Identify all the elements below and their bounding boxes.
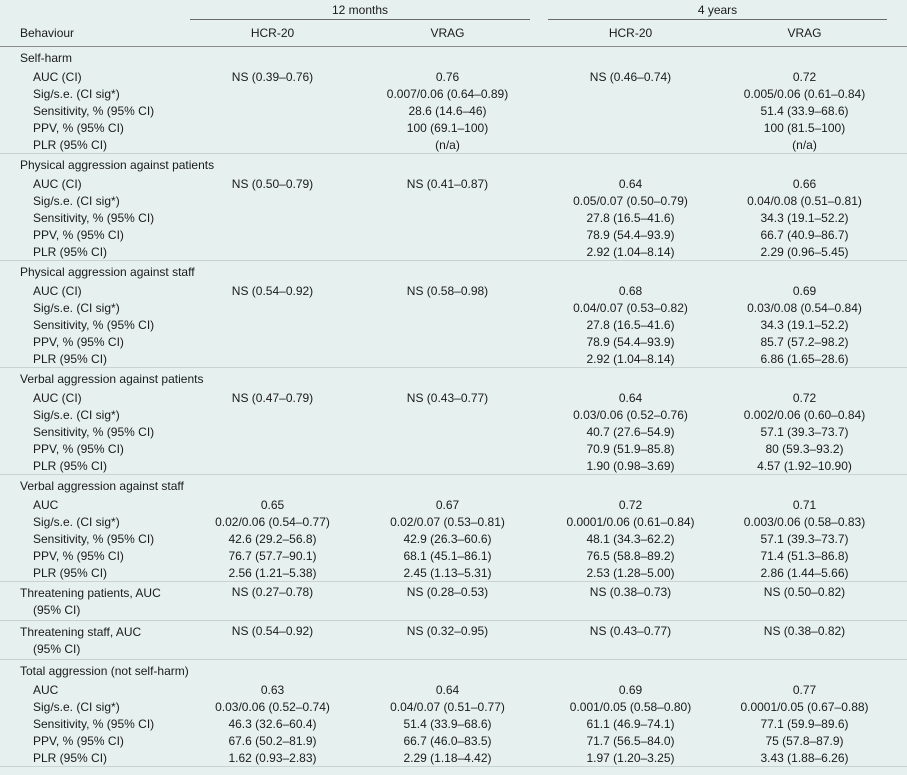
table-row: [0, 175, 907, 192]
table-cell: 48.1 (34.3–62.2): [586, 531, 675, 546]
section-block: [0, 475, 907, 582]
table-cell: 3.43 (1.88–6.26): [760, 750, 849, 765]
table-cell: 0.69: [792, 283, 817, 298]
table-cell: NS (0.47–0.79): [231, 390, 314, 405]
table-cell: NS (0.32–0.95): [406, 624, 489, 638]
row-label: Sig/s.e. (CI sig*): [33, 514, 120, 529]
section-block: [0, 368, 907, 475]
column-header-hcr20-4y: HCR-20: [608, 26, 653, 40]
table-cell: 0.64: [435, 682, 460, 697]
table-cell: [190, 423, 355, 440]
table-cell: 0.72: [618, 497, 643, 512]
table-row: [0, 299, 907, 316]
table-cell: 100 (69.1–100): [406, 120, 489, 135]
row-label: Sig/s.e. (CI sig*): [33, 407, 120, 422]
table-cell: 0.64: [618, 176, 643, 191]
table-row: [0, 457, 907, 474]
table-cell: 42.6 (29.2–56.8): [228, 531, 317, 546]
table-cell: 1.97 (1.20–3.25): [586, 750, 675, 765]
table-cell: NS (0.43–0.77): [406, 390, 489, 405]
table-cell: [190, 102, 355, 119]
table-row: [0, 102, 907, 119]
table-cell: 70.9 (51.9–85.8): [586, 441, 675, 456]
table-cell: 0.66: [792, 176, 817, 191]
table-row: [0, 749, 907, 766]
table-cell: 80 (59.3–93.2): [765, 441, 844, 456]
column-header-hcr20-12m: HCR-20: [250, 26, 295, 40]
row-label: AUC (CI): [33, 283, 82, 298]
row-label: Sig/s.e. (CI sig*): [33, 300, 120, 315]
table-cell: 2.92 (1.04–8.14): [586, 244, 675, 259]
table-cell: [548, 119, 713, 136]
row-label: Sig/s.e. (CI sig*): [33, 699, 120, 714]
table-cell: NS (0.54–0.92): [231, 283, 314, 298]
section-title-row: [0, 475, 907, 496]
table-cell: [190, 350, 355, 367]
table-cell: 40.7 (27.6–54.9): [586, 424, 675, 439]
table-cell: [190, 316, 355, 333]
table-row: [0, 85, 907, 102]
table-cell: 0.0001/0.05 (0.67–0.88): [740, 699, 869, 714]
table-cell: 27.8 (16.5–41.6): [586, 210, 675, 225]
table-cell: [190, 243, 355, 260]
section-title-row: [0, 261, 907, 282]
table-cell: [365, 457, 530, 474]
table-row: [0, 406, 907, 423]
table-cell: [190, 457, 355, 474]
table-cell: 2.29 (1.18–4.42): [403, 750, 492, 765]
table-cell: 78.9 (54.4–93.9): [586, 227, 675, 242]
table-cell: [548, 85, 713, 102]
table-row: [0, 333, 907, 350]
section-title: Self-harm: [20, 50, 73, 65]
table-cell: 0.001/0.05 (0.58–0.80): [569, 699, 692, 714]
section-block: [0, 47, 907, 154]
table-cell: [190, 299, 355, 316]
table-cell: [365, 192, 530, 209]
table-cell: 2.92 (1.04–8.14): [586, 351, 675, 366]
row-label: PLR (95% CI): [33, 565, 108, 580]
table-cell: 0.76: [435, 69, 460, 84]
column-header-row: [0, 20, 907, 47]
table-cell: [365, 299, 530, 316]
table-cell: 0.77: [792, 682, 817, 697]
table-row: [0, 440, 907, 457]
row-label: Sensitivity, % (95% CI): [33, 424, 155, 439]
group-header-row: [0, 0, 907, 20]
table-cell: (n/a): [435, 137, 460, 152]
table-cell: [548, 136, 713, 153]
table-cell: 34.3 (19.1–52.2): [760, 210, 849, 225]
row-label: PLR (95% CI): [33, 244, 108, 259]
row-label: AUC (CI): [33, 176, 82, 191]
section-title-row: [0, 660, 907, 681]
table-cell: 67.6 (50.2–81.9): [228, 733, 317, 748]
table-cell: 1.90 (0.98–3.69): [586, 458, 675, 473]
row-label: Sensitivity, % (95% CI): [33, 103, 155, 118]
table-cell: [190, 192, 355, 209]
table-cell: 2.45 (1.13–5.31): [403, 565, 492, 580]
table-cell: [365, 350, 530, 367]
table-row: [0, 530, 907, 547]
table-cell: 0.72: [792, 69, 817, 84]
table-cell: [190, 85, 355, 102]
row-label: PLR (95% CI): [33, 458, 108, 473]
table-cell: NS (0.38–0.73): [589, 585, 672, 599]
table-cell: [365, 226, 530, 243]
table-row: [0, 715, 907, 732]
table-cell: 28.6 (14.6–46): [408, 103, 487, 118]
table-cell: [365, 316, 530, 333]
table-row: [0, 564, 907, 581]
table-cell: 0.72: [792, 390, 817, 405]
table-cell: 71.7 (56.5–84.0): [586, 733, 675, 748]
row-label-line1: Threatening staff, AUC: [20, 625, 142, 639]
table-cell: 0.04/0.07 (0.53–0.82): [573, 300, 688, 315]
table-row: [0, 732, 907, 749]
table-cell: 0.04/0.07 (0.51–0.77): [390, 699, 505, 714]
table-cell: [190, 209, 355, 226]
row-label: PPV, % (95% CI): [33, 227, 124, 242]
table-row: [0, 423, 907, 440]
table-cell: NS (0.38–0.82): [763, 624, 846, 638]
table-row: [0, 226, 907, 243]
table-cell: [365, 406, 530, 423]
table-cell: NS (0.39–0.76): [231, 69, 314, 84]
table-cell: 2.53 (1.28–5.00): [586, 565, 675, 580]
table-cell: NS (0.50–0.82): [763, 585, 846, 599]
row-label: Sensitivity, % (95% CI): [33, 317, 155, 332]
table-cell: 51.4 (33.9–68.6): [760, 103, 849, 118]
table-cell: 4.57 (1.92–10.90): [757, 458, 852, 473]
table-cell: 66.7 (46.0–83.5): [403, 733, 492, 748]
table-row: [0, 119, 907, 136]
table-cell: 34.3 (19.1–52.2): [760, 317, 849, 332]
table-row: [0, 282, 907, 299]
row-label-line1: Threatening patients, AUC: [20, 586, 161, 600]
table-row: [0, 316, 907, 333]
row-label: Sig/s.e. (CI sig*): [33, 86, 120, 101]
table-cell: 75 (57.8–87.9): [765, 733, 844, 748]
row-label: PLR (95% CI): [33, 351, 108, 366]
table-cell: NS (0.58–0.98): [406, 283, 489, 298]
table-row: [0, 496, 907, 513]
table-cell: 0.04/0.08 (0.51–0.81): [747, 193, 862, 208]
table-cell: NS (0.54–0.92): [231, 624, 314, 638]
table-cell: 68.1 (45.1–86.1): [403, 548, 492, 563]
table-cell: 42.9 (26.3–60.6): [403, 531, 492, 546]
row-label: PPV, % (95% CI): [33, 733, 124, 748]
section-block: [0, 261, 907, 368]
table-cell: 0.005/0.06 (0.61–0.84): [743, 86, 866, 101]
table-cell: NS (0.46–0.74): [589, 69, 672, 84]
row-label: AUC: [33, 682, 59, 697]
section-title: Total aggression (not self-harm): [20, 663, 189, 678]
row-label: AUC: [33, 497, 59, 512]
table-cell: 78.9 (54.4–93.9): [586, 334, 675, 349]
table-cell: 100 (81.5–100): [763, 120, 846, 135]
section-title-row: [0, 154, 907, 175]
section-title: Verbal aggression against staff: [20, 478, 184, 493]
row-label: Sensitivity, % (95% CI): [33, 716, 155, 731]
table-cell: 51.4 (33.9–68.6): [403, 716, 492, 731]
row-label: Sig/s.e. (CI sig*): [33, 193, 120, 208]
row-label-line2: (95% CI): [33, 642, 81, 656]
column-header-behaviour: Behaviour: [20, 26, 75, 40]
table-cell: [190, 119, 355, 136]
table-cell: 0.007/0.06 (0.64–0.89): [386, 86, 509, 101]
table-cell: NS (0.41–0.87): [406, 176, 489, 191]
table-cell: 85.7 (57.2–98.2): [760, 334, 849, 349]
table-cell: [365, 423, 530, 440]
row-label: AUC (CI): [33, 69, 82, 84]
table-cell: 0.67: [435, 497, 460, 512]
row-label: [20, 621, 141, 662]
table-cell: 0.71: [792, 497, 817, 512]
table-cell: 2.56 (1.21–5.38): [228, 565, 317, 580]
table-cell: [365, 243, 530, 260]
row-label: PLR (95% CI): [33, 750, 108, 765]
table-cell: 61.1 (46.9–74.1): [586, 716, 675, 731]
table-row: [0, 389, 907, 406]
table-cell: 2.86 (1.44–5.66): [760, 565, 849, 580]
table-cell: 1.62 (0.93–2.83): [228, 750, 317, 765]
column-header-vrag-4y: VRAG: [787, 26, 822, 40]
table-cell: 0.003/0.06 (0.58–0.83): [743, 514, 866, 529]
table-row: [0, 681, 907, 698]
table-cell: [548, 102, 713, 119]
table-cell: 0.02/0.06 (0.54–0.77): [215, 514, 330, 529]
row-label: [20, 582, 161, 623]
row-label: Sensitivity, % (95% CI): [33, 210, 155, 225]
row-label: PPV, % (95% CI): [33, 334, 124, 349]
row-label: AUC (CI): [33, 390, 82, 405]
section-title: Physical aggression against patients: [20, 157, 215, 172]
table-cell: NS (0.28–0.53): [406, 585, 489, 599]
table-row: [0, 582, 907, 620]
table-cell: 57.1 (39.3–73.7): [760, 531, 849, 546]
table-cell: 0.03/0.06 (0.52–0.76): [573, 407, 688, 422]
table-cell: [190, 406, 355, 423]
table-cell: 0.0001/0.06 (0.61–0.84): [566, 514, 695, 529]
table-cell: [190, 333, 355, 350]
table-cell: 46.3 (32.6–60.4): [228, 716, 317, 731]
table-cell: [190, 136, 355, 153]
section-block: [0, 660, 907, 767]
section-block: [0, 154, 907, 261]
table-cell: 0.69: [618, 682, 643, 697]
table-cell: 2.29 (0.96–5.45): [760, 244, 849, 259]
row-label: Sensitivity, % (95% CI): [33, 531, 155, 546]
table-cell: 0.68: [618, 283, 643, 298]
table-cell: 76.7 (57.7–90.1): [228, 548, 317, 563]
table-cell: [190, 226, 355, 243]
table-row: [0, 513, 907, 530]
table-cell: [365, 209, 530, 226]
table-cell: NS (0.50–0.79): [231, 176, 314, 191]
table-row: [0, 547, 907, 564]
section-block: [0, 621, 907, 660]
table-cell: 0.03/0.08 (0.54–0.84): [747, 300, 862, 315]
table-cell: 0.64: [618, 390, 643, 405]
table-cell: 66.7 (40.9–86.7): [760, 227, 849, 242]
table-cell: 0.002/0.06 (0.60–0.84): [743, 407, 866, 422]
section-title: Physical aggression against staff: [20, 264, 195, 279]
group-header-12-months: 12 months: [331, 3, 389, 17]
table-row: [0, 209, 907, 226]
row-label: PPV, % (95% CI): [33, 548, 124, 563]
table-cell: 71.4 (51.3–86.8): [760, 548, 849, 563]
table-row: [0, 350, 907, 367]
table-row: [0, 621, 907, 659]
table-row: [0, 136, 907, 153]
table-cell: (n/a): [792, 137, 817, 152]
table-cell: NS (0.43–0.77): [589, 624, 672, 638]
table-cell: [190, 440, 355, 457]
table-cell: 77.1 (59.9–89.6): [760, 716, 849, 731]
column-header-vrag-12m: VRAG: [430, 26, 465, 40]
table-bottom-padding: [0, 767, 907, 775]
table-cell: 0.65: [260, 497, 285, 512]
section-title-row: [0, 368, 907, 389]
table-cell: 0.03/0.06 (0.52–0.74): [215, 699, 330, 714]
row-label: PPV, % (95% CI): [33, 120, 124, 135]
table-cell: 0.05/0.07 (0.50–0.79): [573, 193, 688, 208]
row-label: PLR (95% CI): [33, 137, 108, 152]
table-cell: 6.86 (1.65–28.6): [760, 351, 849, 366]
section-title-row: [0, 47, 907, 68]
table-cell: 0.63: [260, 682, 285, 697]
row-label: PPV, % (95% CI): [33, 441, 124, 456]
table-row: [0, 68, 907, 85]
table-cell: [365, 440, 530, 457]
table-cell: [365, 333, 530, 350]
table-cell: 76.5 (58.8–89.2): [586, 548, 675, 563]
table-cell: 27.8 (16.5–41.6): [586, 317, 675, 332]
row-label-line2: (95% CI): [33, 603, 81, 617]
group-header-4-years: 4 years: [697, 3, 738, 17]
section-block: [0, 582, 907, 621]
table-row: [0, 192, 907, 209]
section-title: Verbal aggression against patients: [20, 371, 204, 386]
table-body: [0, 47, 907, 775]
table-cell: NS (0.27–0.78): [231, 585, 314, 599]
table-row: [0, 698, 907, 715]
table-cell: 0.02/0.07 (0.53–0.81): [390, 514, 505, 529]
table-cell: 57.1 (39.3–73.7): [760, 424, 849, 439]
table-row: [0, 243, 907, 260]
